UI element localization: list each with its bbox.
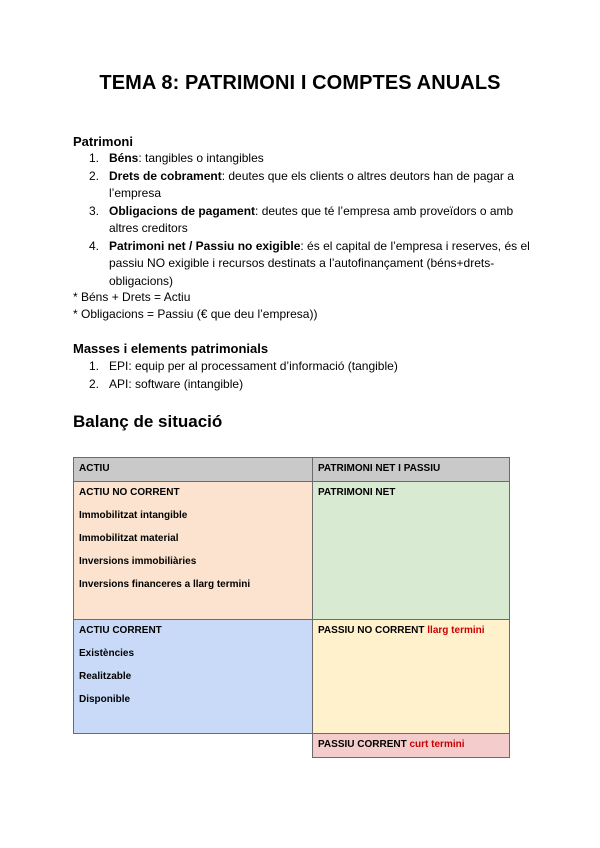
patrimoni-net-cell bbox=[312, 481, 510, 620]
actiu-no-corrent-item: Immobilitzat material bbox=[79, 533, 179, 544]
patrimoni-net-title: PATRIMONI NET bbox=[318, 487, 396, 498]
masses-item-api bbox=[73, 376, 533, 394]
actiu-no-corrent-item: Immobilitzat intangible bbox=[79, 510, 188, 521]
actiu-corrent-item: Disponible bbox=[79, 694, 131, 705]
actiu-no-corrent-cell bbox=[73, 481, 313, 620]
patrimoni-item-bens bbox=[73, 150, 533, 168]
term: Obligacions de pagament bbox=[109, 203, 256, 218]
masses-list bbox=[73, 358, 533, 393]
definition: : deutes que els clients o altres deutors han de pagar a l’empresa bbox=[109, 168, 514, 200]
patrimoni-item-patrimoni-net bbox=[73, 238, 533, 291]
passiu-header: PATRIMONI NET I PASSIU bbox=[318, 463, 441, 474]
definition: : és el capital de l’empresa i reserves, és el passiu NO exigible i recursos destinats a l’autofinançament (béns+drets-obligacions) bbox=[109, 238, 530, 288]
actiu-corrent-item: Realitzable bbox=[79, 671, 132, 682]
list-number: 4. bbox=[89, 238, 100, 253]
page-title: TEMA 8: PATRIMONI I COMPTES ANUALS bbox=[99, 72, 501, 94]
list-number: 3. bbox=[89, 203, 100, 218]
actiu-corrent-title: ACTIU CORRENT bbox=[79, 625, 162, 636]
item-text: API: software (intangible) bbox=[109, 376, 244, 391]
term: Drets de cobrament bbox=[109, 168, 222, 183]
passiu-corrent-cell bbox=[312, 733, 510, 758]
item-text: EPI: equip per al processament d’informació (tangible) bbox=[109, 359, 398, 373]
actiu-corrent-item: Existències bbox=[79, 648, 135, 659]
note-actiu: * Béns + Drets = Actiu bbox=[73, 290, 191, 304]
actiu-no-corrent-item: Inversions immobiliàries bbox=[79, 556, 197, 567]
actiu-header: ACTIU bbox=[79, 463, 110, 474]
masses-item-epi bbox=[73, 358, 533, 376]
passiu-corrent-note: curt termini bbox=[409, 739, 465, 750]
passiu-header-cell bbox=[312, 457, 510, 482]
passiu-corrent-title: PASSIU CORRENT bbox=[318, 739, 407, 750]
list-number: 2. bbox=[89, 168, 100, 183]
term: Béns bbox=[109, 151, 139, 165]
term: Patrimoni net / Passiu no exigible bbox=[109, 238, 301, 253]
definition: : tangibles o intangibles bbox=[138, 151, 264, 165]
patrimoni-heading: Patrimoni bbox=[73, 134, 133, 149]
passiu-no-corrent-cell bbox=[312, 619, 510, 734]
patrimoni-item-obligacions bbox=[73, 203, 533, 238]
actiu-corrent-cell bbox=[73, 619, 313, 734]
definition: : deutes que té l’empresa amb proveïdors o amb altres creditors bbox=[109, 203, 514, 235]
actiu-header-cell bbox=[73, 457, 313, 482]
list-number: 1. bbox=[89, 359, 100, 373]
passiu-no-corrent-title: PASSIU NO CORRENT bbox=[318, 625, 425, 636]
balanc-heading: Balanç de situació bbox=[73, 412, 223, 431]
actiu-no-corrent-item: Inversions financeres a llarg termini bbox=[79, 579, 251, 590]
note-passiu: * Obligacions = Passiu (€ que deu l’empresa)) bbox=[73, 307, 318, 321]
patrimoni-item-drets bbox=[73, 168, 533, 203]
list-number: 2. bbox=[89, 376, 100, 391]
list-number: 1. bbox=[89, 151, 100, 165]
masses-heading: Masses i elements patrimonials bbox=[73, 341, 269, 356]
passiu-no-corrent-note: llarg termini bbox=[427, 625, 485, 636]
patrimoni-list bbox=[73, 150, 533, 290]
actiu-no-corrent-title: ACTIU NO CORRENT bbox=[79, 487, 180, 498]
